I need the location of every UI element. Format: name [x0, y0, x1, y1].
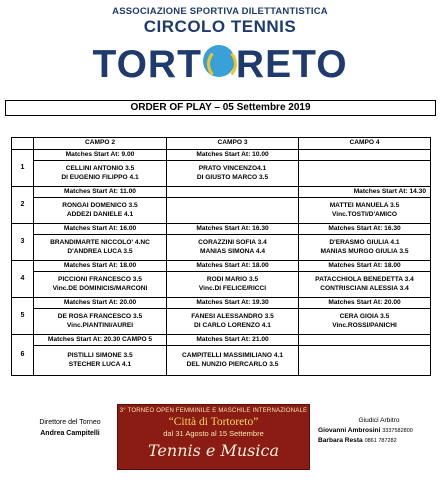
match-cell: [34, 198, 167, 224]
table-body: [12, 138, 431, 376]
player-line: Vinc.PIANTINI/AUREI: [66, 321, 134, 329]
match-cell: [167, 346, 299, 376]
start-time-row: [12, 335, 431, 346]
table-header-row: [12, 138, 431, 150]
player-line: FANESI ALESSANDRO 3.5: [191, 313, 274, 321]
match-row: [12, 346, 431, 376]
town-left: TORT: [92, 42, 202, 86]
player-line: PRATO VINCENZO4.1: [198, 165, 267, 173]
row-number: 3: [12, 224, 34, 261]
start-time-row: [12, 261, 431, 272]
start-time-cell: Matches Start At: 20.00: [34, 298, 167, 309]
association-name: ASSOCIAZIONE SPORTIVA DILETTANTISTICA: [112, 6, 328, 17]
row-number: 2: [12, 187, 34, 224]
match-cell: [299, 346, 431, 376]
start-time-cell: Matches Start At: 20.30 CAMPO 5: [34, 335, 167, 346]
player-line: Vinc.TOSTI/D'AMICO: [331, 210, 398, 218]
start-time-cell: [299, 150, 431, 161]
player-line: PISTILLI SIMONE 3.5: [67, 352, 133, 360]
player-line: Vinc.DE DOMINICIS/MARCONI: [52, 284, 148, 292]
footer: [0, 404, 440, 470]
start-time-cell: [167, 187, 299, 198]
tennis-ball-icon: [203, 45, 235, 77]
start-time-row: [12, 150, 431, 161]
start-time-cell: Matches Start At: 18.00: [34, 261, 167, 272]
banner-line-3: dal 31 Agosto al 15 Settembre: [163, 429, 264, 438]
start-time-cell: Matches Start At: 16.30: [299, 224, 431, 235]
banner-line-4: Tennis e Musica: [148, 441, 279, 460]
match-cell: [167, 235, 299, 261]
match-cell: [167, 198, 299, 224]
start-time-cell: Matches Start At: 21.00: [167, 335, 299, 346]
start-time-row: [12, 298, 431, 309]
start-time-cell: Matches Start At: 14.30: [299, 187, 431, 198]
player-line: D'ERASMO GIULIA 4.1: [329, 239, 400, 247]
match-cell: [299, 272, 431, 298]
player-line: RONGAI DOMENICO 3.5: [62, 202, 138, 210]
column-header: CAMPO 2: [34, 138, 167, 150]
match-row: [12, 161, 431, 187]
banner-line-2: “Città di Tortoreto”: [168, 416, 259, 428]
header: [0, 0, 440, 92]
match-cell: [34, 272, 167, 298]
umpire-1: [318, 426, 440, 436]
player-line: DI EUGENIO FILIPPO 4.1: [61, 173, 139, 181]
start-time-cell: Matches Start At: 9.00: [34, 150, 167, 161]
match-cell: [34, 309, 167, 335]
umpire-1-name: Giovanni Ambrosini: [318, 427, 381, 435]
player-line: CORAZZINI SOFIA 3.4: [198, 239, 267, 247]
start-time-cell: Matches Start At: 10.00: [167, 150, 299, 161]
match-cell: [34, 346, 167, 376]
start-time-cell: Matches Start At: 16.30: [167, 224, 299, 235]
start-time-cell: Matches Start At: 20.00: [299, 298, 431, 309]
player-line: D'ANDREA LUCA 3.5: [67, 247, 133, 255]
match-cell: [299, 235, 431, 261]
player-line: MANIAS MURGO GIULIA 3.5: [320, 247, 409, 255]
start-time-cell: [299, 335, 431, 346]
umpire-2-phone: 0861 787282: [364, 438, 397, 445]
start-time-cell: Matches Start At: 19.30: [167, 298, 299, 309]
player-line: ADDEZI DANIELE 4.1: [66, 210, 134, 218]
row-number: 6: [12, 335, 34, 376]
page-title: ORDER OF PLAY – 05 Settembre 2019: [5, 100, 436, 116]
player-line: CONTRISCIANI ALESSIA 3.4: [320, 284, 409, 292]
match-cell: [167, 309, 299, 335]
director-label: Direttore del Torneo: [39, 419, 101, 426]
player-line: DE ROSA FRANCESCO 3.5: [57, 313, 143, 321]
player-line: PATACCHIOLA BENEDETTA 3.4: [315, 276, 414, 284]
match-row: [12, 309, 431, 335]
player-line: RODI MARIO 3.5: [206, 276, 259, 284]
match-cell: [299, 198, 431, 224]
player-line: PICCIONI FRANCESCO 3.5: [58, 276, 142, 284]
player-line: DI CARLO LORENZO 4.1: [194, 321, 271, 329]
header-empty-cell: [12, 138, 34, 150]
player-line: DEL NUNZIO PIERCARLO 3.5: [186, 360, 279, 368]
match-row: [12, 198, 431, 224]
player-line: CERA GIOIA 3.5: [339, 313, 390, 321]
row-number: 1: [12, 150, 34, 187]
column-header: CAMPO 3: [167, 138, 299, 150]
match-row: [12, 272, 431, 298]
match-row: [12, 235, 431, 261]
row-number: 5: [12, 298, 34, 335]
match-cell: [167, 272, 299, 298]
match-cell: [299, 309, 431, 335]
umpire-1-phone: 3337582800: [382, 428, 413, 435]
player-line: Vinc.DI FELICE/RICCI: [198, 284, 267, 292]
umpires: [314, 416, 440, 447]
start-time-row: [12, 187, 431, 198]
start-time-cell: Matches Start At: 18.00: [299, 261, 431, 272]
match-cell: [34, 161, 167, 187]
director-name: Andrea Campitelli: [40, 429, 100, 437]
player-line: STECHER LUCA 4.1: [68, 360, 132, 368]
player-line: BRANDIMARTE NICCOLO' 4.NC: [50, 239, 150, 247]
town-right: RETO: [235, 42, 348, 86]
tournament-director: [25, 418, 115, 439]
umpire-2-name: Barbara Resta: [318, 437, 363, 445]
column-header: CAMPO 4: [299, 138, 431, 150]
start-time-row: [12, 224, 431, 235]
banner-line-1: 3° TORNEO OPEN FEMMINILE E MASCHILE INTERNAZIONALE: [119, 408, 308, 414]
player-line: DI GIUSTO MARCO 3.5: [196, 173, 269, 181]
umpire-2: [318, 436, 440, 446]
club-name: CIRCOLO TENNIS: [143, 17, 297, 36]
start-time-cell: Matches Start At: 18.00: [167, 261, 299, 272]
town-logo: [0, 42, 440, 86]
row-number: 4: [12, 261, 34, 298]
tournament-banner: [117, 404, 310, 470]
player-line: MANIAS SIMONA 4.4: [200, 247, 265, 255]
player-line: MATTEI MANUELA 3.5: [329, 202, 400, 210]
match-cell: [34, 235, 167, 261]
player-line: CELLINI ANTONIO 3.5: [65, 165, 135, 173]
order-of-play-table: [11, 137, 431, 376]
start-time-cell: Matches Start At: 11.00: [34, 187, 167, 198]
player-line: CAMPITELLI MASSIMILIANO 4.1: [181, 352, 284, 360]
player-line: Vinc.ROSSI/PANICHI: [332, 321, 397, 329]
start-time-cell: Matches Start At: 16.00: [34, 224, 167, 235]
match-cell: [167, 161, 299, 187]
match-cell: [299, 161, 431, 187]
umpire-label: Giudici Arbitro: [358, 417, 400, 424]
